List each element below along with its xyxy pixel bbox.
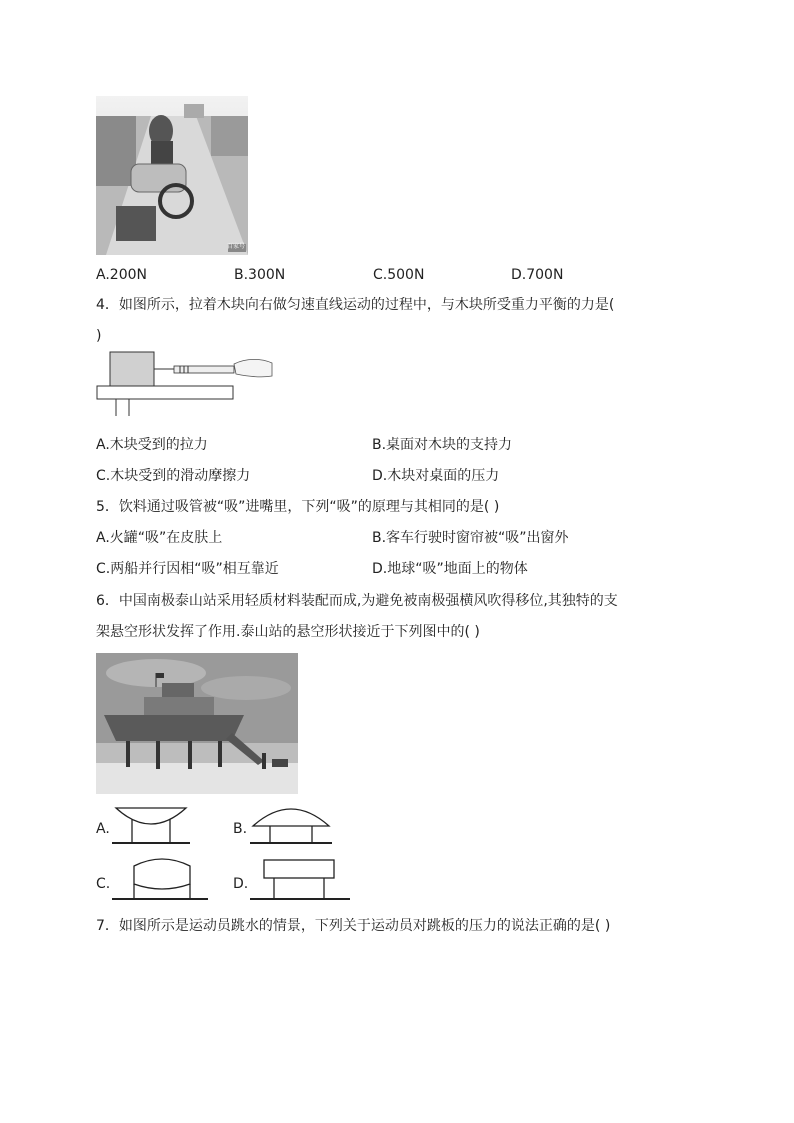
shape-c-oval-body [112, 856, 208, 902]
q3-option-c: C.500N [373, 267, 425, 283]
q3-option-b: B.300N [234, 267, 286, 283]
q6-option-c-label: C. [96, 876, 111, 892]
cart-road-photo [96, 96, 248, 255]
q5-option-b: B.客车行驶时窗帘被“吸”出窗外 [372, 530, 569, 546]
q3-option-d: D.700N [511, 267, 564, 283]
q5-option-d: D.地球“吸”地面上的物体 [372, 561, 528, 577]
q3-option-a: A.200N [96, 267, 147, 283]
q4-option-c: C.木块受到的滑动摩擦力 [96, 468, 251, 484]
q4-stem-line1: 4．如图所示，拉着木块向右做匀速直线运动的过程中，与木块所受重力平衡的力是( [96, 297, 615, 313]
q7-stem: 7．如图所示是运动员跳水的情景，下列关于运动员对跳板的压力的说法正确的是( ) [96, 918, 611, 934]
q4-option-a: A.木块受到的拉力 [96, 437, 208, 453]
block-spring-scale-figure [96, 350, 276, 418]
q6-option-a-label: A. [96, 821, 110, 837]
q6-option-b-label: B. [233, 821, 248, 837]
q6-stem-line2: 架悬空形状发挥了作用.泰山站的悬空形状接近于下列图中的( ) [96, 624, 480, 640]
q4-option-d: D.木块对桌面的压力 [372, 468, 500, 484]
q4-option-b: B.桌面对木块的支持力 [372, 437, 513, 453]
q5-option-a: A.火罐“吸”在皮肤上 [96, 530, 223, 546]
q4-stem-line2: ) [96, 328, 102, 344]
q6-option-d-label: D. [233, 876, 249, 892]
shape-b-dome-top [250, 806, 332, 846]
q6-stem-line1: 6．中国南极泰山站采用轻质材料装配而成,为避免被南极强横风吹得移位,其独特的支 [96, 593, 618, 609]
q5-option-c: C.两船并行因相“吸”相互靠近 [96, 561, 279, 577]
shape-a-concave-top [112, 806, 190, 846]
taishan-station-photo [96, 653, 298, 794]
q5-stem: 5．饮料通过吸管被“吸”进嘴里，下列“吸”的原理与其相同的是( ) [96, 499, 500, 515]
shape-d-rectangle-top [250, 856, 350, 902]
photo-watermark: 百家号 [227, 243, 246, 250]
